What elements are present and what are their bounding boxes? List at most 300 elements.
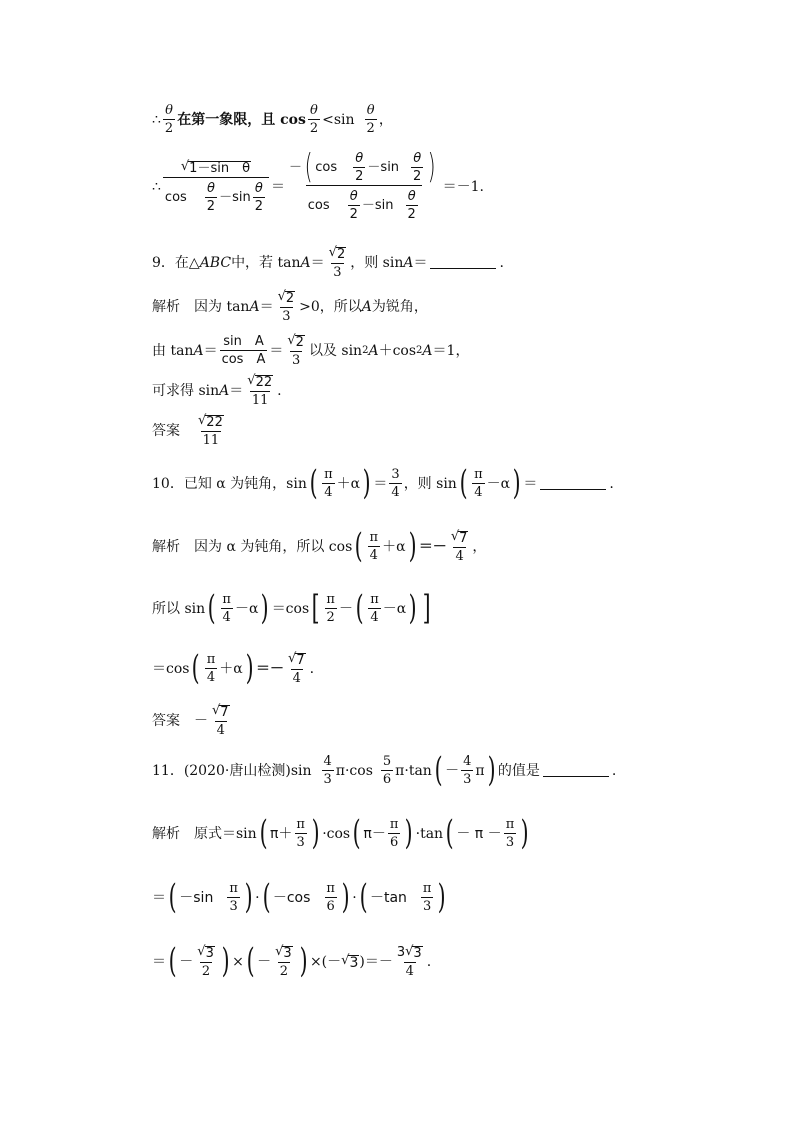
fraction-numerator: θ — [349, 189, 358, 204]
math-text: 解析 原式＝sin — [152, 825, 257, 842]
math-text: ＋α — [382, 538, 406, 555]
fraction-denominator: 3 — [229, 899, 238, 914]
fraction — [205, 182, 217, 213]
fraction-numerator: θ — [254, 181, 263, 196]
radical-sign: √ — [277, 289, 286, 304]
math-text: · — [352, 889, 357, 906]
fraction-denominator: 4 — [324, 485, 333, 500]
fraction-denominator: 6 — [389, 835, 399, 850]
fraction — [421, 882, 434, 913]
radical-sign: √ — [212, 703, 221, 718]
superscript: 2 — [416, 344, 423, 356]
therefore-symbol: ∴ — [152, 178, 161, 195]
fraction-numerator: 4 — [463, 754, 472, 769]
fraction-denominator: 4 — [405, 964, 414, 979]
fraction-denominator: 4 — [369, 548, 378, 563]
math-text: ＝cos — [271, 600, 310, 617]
math-text: π — [363, 825, 372, 842]
radicand: 2 — [295, 335, 304, 350]
text: ， — [378, 111, 393, 128]
fraction-numerator: sin A — [223, 334, 264, 349]
fraction — [461, 755, 473, 786]
fraction-numerator — [285, 334, 307, 351]
square-root — [341, 954, 359, 970]
math-text: . — [309, 660, 315, 677]
radicand: 7 — [459, 531, 468, 546]
fraction — [353, 152, 365, 183]
math-text: )＝－ — [359, 953, 393, 970]
fraction — [388, 818, 401, 849]
radical-sign: √ — [287, 333, 296, 348]
math-text: ＝cos — [152, 660, 190, 677]
radical-sign: √ — [405, 944, 414, 959]
fraction-denominator: 2 — [201, 964, 211, 979]
fraction-numerator — [179, 160, 253, 177]
fraction-numerator — [449, 530, 471, 547]
math-text: ＝ — [413, 254, 428, 271]
math-text: ＋α — [219, 660, 243, 677]
fraction-denominator: 11 — [202, 433, 220, 448]
bracket: ] — [422, 588, 431, 629]
radicand: 7 — [220, 705, 229, 720]
fraction-numerator: π — [206, 652, 216, 667]
result-text: ＝－1. — [442, 178, 484, 195]
bracket: ( — [354, 526, 363, 567]
fraction — [368, 593, 381, 624]
answer-blank[interactable] — [430, 256, 496, 269]
math-text: cos — [315, 160, 338, 175]
fraction-sqrt7-over-4 — [449, 530, 471, 563]
analysis-11-line-2 — [152, 877, 704, 918]
bracket: ( — [359, 877, 368, 918]
analysis-10-line-1 — [152, 526, 704, 567]
text: 在第一象限，且 cos — [177, 111, 306, 128]
fraction-denominator: 4 — [292, 671, 301, 686]
math-text: π — [269, 825, 279, 842]
analysis-11-line-1 — [152, 813, 704, 854]
math-text: ＋α — [336, 475, 361, 492]
fraction-numerator: θ — [413, 151, 422, 166]
radical-sign: √ — [247, 373, 256, 388]
math-text: － — [257, 953, 272, 970]
math-text: － π － — [456, 825, 502, 842]
radical-sign: √ — [198, 413, 207, 428]
fraction-denominator: 6 — [382, 772, 392, 787]
math-text: . — [499, 254, 504, 271]
math-text: A — [193, 342, 204, 359]
bracket: ( — [168, 877, 177, 918]
math-text: ＝－ — [256, 660, 285, 677]
fraction-denominator: 4 — [391, 485, 400, 500]
fraction — [504, 818, 517, 849]
fraction-sqrt2-over-3 — [276, 290, 298, 323]
math-text: 以及 sin — [308, 342, 363, 359]
math-text: ·cos — [322, 825, 351, 842]
bracket: ( — [434, 750, 443, 791]
math-text: A — [368, 342, 379, 359]
answer-blank[interactable] — [540, 477, 606, 490]
fraction-numerator — [195, 945, 217, 962]
fraction-denominator: 4 — [455, 549, 464, 564]
fraction — [253, 182, 265, 213]
math-text: 为锐角， — [371, 298, 428, 315]
fraction-numerator: π — [370, 592, 379, 607]
bracket: ) — [362, 463, 371, 504]
math-text: －sin — [179, 889, 214, 906]
math-text: － — [445, 762, 460, 779]
fraction — [368, 531, 381, 562]
bracket: ) — [408, 526, 417, 567]
fraction-denominator: cos A — [221, 352, 266, 367]
fraction — [220, 593, 233, 624]
analysis-10-line-2 — [152, 588, 704, 629]
math-text — [341, 953, 359, 970]
bracket: ) — [244, 877, 253, 918]
math-text: －α — [234, 600, 259, 617]
fraction-denominator: 3 — [282, 309, 291, 324]
math-text: ，则 sin — [350, 254, 404, 271]
bracket: ) — [299, 941, 308, 982]
fraction-numerator: 5 — [382, 754, 392, 769]
fraction-denominator: 2 — [326, 610, 335, 625]
radical-sign: √ — [275, 944, 284, 959]
radicand: 2 — [285, 291, 295, 306]
math-text: ＋cos — [378, 342, 417, 359]
fraction — [406, 190, 418, 221]
fraction-neg-paren-over-cos-minus-sin — [287, 147, 441, 222]
bracket: ( — [246, 941, 255, 982]
math-text: A — [249, 298, 260, 315]
math-text: ， — [472, 538, 487, 555]
radical-sign: √ — [450, 529, 460, 544]
math-text: ＝ — [523, 475, 538, 492]
math-text: A — [403, 254, 414, 271]
bracket: ( — [355, 588, 364, 629]
fraction-numerator: 3 — [391, 467, 400, 482]
math-text: 11．(2020·唐山检测)sin — [152, 762, 312, 779]
math-text: ＝ — [203, 342, 218, 359]
fraction-sin-over-cos — [220, 335, 268, 366]
fraction-numerator: θ — [310, 103, 318, 118]
fraction-numerator: θ — [355, 151, 364, 166]
fraction-numerator — [210, 704, 232, 721]
math-text: ＝ — [152, 889, 166, 906]
fraction-denominator: 3 — [296, 835, 305, 850]
fraction-numerator: π — [369, 530, 379, 545]
answer-label: 答案 — [152, 422, 180, 439]
math-text: ABC — [199, 254, 232, 271]
math-text: A — [300, 254, 311, 271]
question-label: 9．在△ — [152, 254, 200, 271]
fraction-denominator: 4 — [474, 485, 483, 500]
fraction-numerator: π — [296, 817, 305, 832]
square-root — [212, 704, 230, 719]
answer-label: 答案 — [152, 712, 180, 729]
fraction-denominator: 3 — [463, 772, 472, 787]
fraction-pi-over-4 — [322, 468, 335, 499]
math-text: ·tan — [415, 825, 444, 842]
math-text: － — [179, 953, 194, 970]
fraction-denominator: 2 — [355, 169, 364, 184]
radicand: 1－sin θ — [189, 161, 251, 176]
fraction-denominator: 4 — [206, 670, 216, 685]
fraction-denominator: 4 — [370, 610, 379, 625]
fraction-denominator: 2 — [206, 199, 216, 214]
fraction — [324, 882, 337, 913]
math-text: . — [611, 762, 617, 779]
fraction-numerator: π — [222, 592, 231, 607]
fraction-denominator: 3 — [292, 353, 301, 368]
square-root — [287, 334, 305, 349]
fraction-denominator: 2 — [349, 207, 358, 222]
analysis-9-line-3 — [152, 374, 704, 407]
bracket: ( — [168, 941, 177, 982]
square-root — [247, 374, 273, 389]
fraction-sqrt2-over-3 — [327, 246, 349, 279]
bracket: ) — [408, 588, 417, 629]
fraction-numerator: π — [474, 467, 483, 482]
fraction-denominator: 3 — [323, 772, 332, 787]
fraction-numerator: θ — [206, 181, 215, 196]
radical-sign: √ — [341, 953, 350, 968]
math-text: · — [255, 889, 260, 906]
question-10 — [152, 463, 704, 504]
fraction-numerator — [196, 414, 226, 431]
bracket: ) — [427, 147, 436, 188]
fraction — [322, 755, 334, 786]
square-root — [275, 945, 293, 960]
fraction-denominator: 2 — [413, 169, 422, 184]
fraction-denominator: 2 — [164, 121, 174, 136]
math-text: ＝ — [229, 382, 244, 399]
math-text: ＝－ — [418, 538, 447, 555]
fraction — [294, 818, 307, 849]
analysis-9-line-2 — [152, 334, 704, 367]
fraction-denominator: 2 — [366, 121, 375, 136]
math-text: 3 — [396, 945, 406, 960]
bracket: ) — [311, 813, 320, 854]
fraction-sqrt22-over-11 — [245, 374, 275, 407]
answer-10 — [152, 704, 704, 737]
math-text: 所以 sin — [152, 600, 206, 617]
analysis-11-line-3 — [152, 941, 704, 982]
math-text: π — [395, 762, 405, 779]
fraction-denominator: 2 — [279, 964, 289, 979]
square-root — [451, 530, 469, 545]
fraction — [195, 945, 217, 978]
math-text: － — [194, 712, 208, 729]
answer-9 — [152, 414, 704, 447]
math-text: 中，若 tan — [231, 254, 301, 271]
radical-sign: √ — [197, 944, 206, 959]
fraction-numerator: π — [324, 467, 333, 482]
bracket: ( — [445, 813, 454, 854]
fraction-sqrt22-over-11 — [196, 414, 226, 447]
math-text: ·tan — [404, 762, 432, 779]
bracket: [ — [311, 588, 320, 629]
math-text: . — [277, 382, 282, 399]
square-root — [278, 290, 296, 305]
square-root — [405, 945, 423, 960]
math-text: －cos — [272, 889, 311, 906]
fraction-numerator: π — [326, 881, 335, 896]
fraction — [227, 882, 240, 913]
text: <sin — [322, 111, 355, 128]
fraction-denominator: 11 — [251, 393, 269, 408]
math-text: . — [426, 953, 432, 970]
math-text: －α — [382, 600, 407, 617]
fraction-denominator: 3 — [423, 899, 432, 914]
math-text: 解析 因为 tan — [152, 298, 250, 315]
radical-sign: √ — [180, 159, 190, 174]
math-text: ＋ — [278, 825, 293, 842]
fraction — [324, 593, 337, 624]
math-text: cos — [307, 198, 330, 213]
math-text: ，则 sin — [403, 475, 457, 492]
math-text: >0，所以 — [299, 298, 362, 315]
fraction-numerator: θ — [366, 103, 375, 118]
bracket: ) — [520, 813, 529, 854]
fraction-denominator: 6 — [326, 899, 335, 914]
math-text: 可求得 sin — [152, 382, 220, 399]
superscript: 2 — [362, 344, 369, 356]
fraction-numerator — [287, 147, 441, 188]
fraction-theta-over-2 — [308, 104, 320, 135]
fraction-numerator — [395, 945, 425, 962]
fraction-numerator: π — [389, 817, 399, 832]
therefore-symbol: ∴ — [152, 111, 161, 128]
bracket: ) — [221, 941, 230, 982]
math-text: －sin — [361, 198, 394, 213]
fraction-numerator — [273, 945, 295, 962]
fraction-numerator — [276, 290, 298, 307]
fraction-denominator: 4 — [216, 723, 225, 738]
fraction-sqrt2-over-3 — [285, 334, 307, 367]
radical-sign: √ — [288, 651, 297, 666]
math-text: ＝ — [152, 953, 166, 970]
radicand: 3 — [413, 946, 422, 961]
radicand: 22 — [206, 415, 223, 430]
bracket: ( — [352, 813, 361, 854]
fraction-theta-over-2 — [163, 104, 175, 135]
bracket: ( — [459, 463, 468, 504]
math-text: π — [335, 762, 345, 779]
math-text: － — [338, 600, 353, 617]
fraction — [210, 704, 232, 737]
math-text: π — [475, 762, 485, 779]
fraction-numerator — [245, 374, 275, 391]
math-text: × — [232, 953, 244, 970]
math-text: 由 tan — [152, 342, 194, 359]
bracket: ( — [207, 588, 216, 629]
fraction-theta-over-2 — [365, 104, 377, 135]
fraction-numerator: π — [505, 817, 515, 832]
bracket: ) — [261, 588, 270, 629]
line-theta-half-quadrant — [152, 104, 704, 135]
fraction-denominator — [306, 185, 422, 221]
bracket: ( — [192, 648, 201, 689]
bracket: ) — [405, 813, 413, 854]
radicand: 2 — [336, 247, 346, 262]
fraction-numerator — [327, 246, 349, 263]
square-root — [198, 414, 224, 429]
fraction-numerator: π — [229, 881, 238, 896]
fraction — [411, 152, 423, 183]
math-text: A — [361, 298, 372, 315]
radicand: 3 — [349, 955, 359, 971]
square-root — [181, 160, 251, 175]
fraction-numerator: π — [326, 592, 335, 607]
fraction-denominator: 4 — [222, 610, 231, 625]
answer-blank[interactable] — [543, 764, 609, 777]
math-text: － — [288, 160, 302, 175]
math-text: ＝1， — [432, 342, 470, 359]
math-text: －sin — [219, 190, 251, 205]
math-text: 10．已知 α 为钝角，sin — [152, 475, 307, 492]
fraction-numerator — [286, 652, 308, 669]
radicand: 7 — [296, 653, 305, 668]
math-text: ×(－ — [309, 953, 342, 970]
square-root — [288, 652, 306, 667]
radical-sign: √ — [328, 245, 337, 260]
fraction-3-over-4 — [389, 468, 401, 499]
fraction — [381, 755, 393, 786]
bracket: ) — [245, 648, 254, 689]
radicand: 3 — [205, 946, 214, 961]
math-text: ＝ — [373, 475, 388, 492]
fraction-denominator: 3 — [505, 835, 515, 850]
fraction-denominator — [163, 177, 269, 213]
fraction — [273, 945, 295, 978]
math-text: －tan — [369, 889, 407, 906]
fraction-numerator: π — [422, 881, 432, 896]
question-9 — [152, 246, 704, 279]
radicand: 22 — [255, 375, 273, 390]
bracket: ) — [512, 463, 521, 504]
math-text: A — [422, 342, 433, 359]
math-text: ＝ — [310, 254, 325, 271]
fraction — [286, 652, 308, 685]
square-root — [329, 246, 347, 261]
fraction-numerator: θ — [407, 189, 416, 204]
fraction-numerator: 4 — [323, 754, 332, 769]
bracket: ) — [341, 877, 350, 918]
fraction — [205, 653, 218, 684]
bracket: ( — [304, 147, 313, 188]
fraction-sqrt-over-cos-minus-sin — [163, 160, 269, 213]
analysis-10-line-3 — [152, 648, 704, 689]
fraction-numerator: θ — [165, 103, 173, 118]
math-text: cos — [164, 190, 187, 205]
fraction-pi-over-4 — [472, 468, 485, 499]
math-text: A — [219, 382, 230, 399]
radicand: 3 — [283, 946, 292, 961]
bracket: ) — [487, 750, 496, 791]
math-text: 解析 因为 α 为钝角，所以 cos — [152, 538, 353, 555]
math-text: － — [371, 825, 386, 842]
math-text: ＝ — [259, 298, 274, 315]
fraction-denominator: 3 — [333, 265, 342, 280]
math-text: ＝ — [269, 342, 284, 359]
fraction-denominator: 2 — [407, 207, 416, 222]
math-text: －sin — [367, 160, 400, 175]
bracket: ( — [259, 813, 268, 854]
line-sqrt-ratio — [152, 147, 704, 222]
equals: ＝ — [270, 178, 285, 195]
square-root — [197, 945, 215, 960]
fraction — [395, 945, 425, 978]
math-text: －α — [486, 475, 511, 492]
